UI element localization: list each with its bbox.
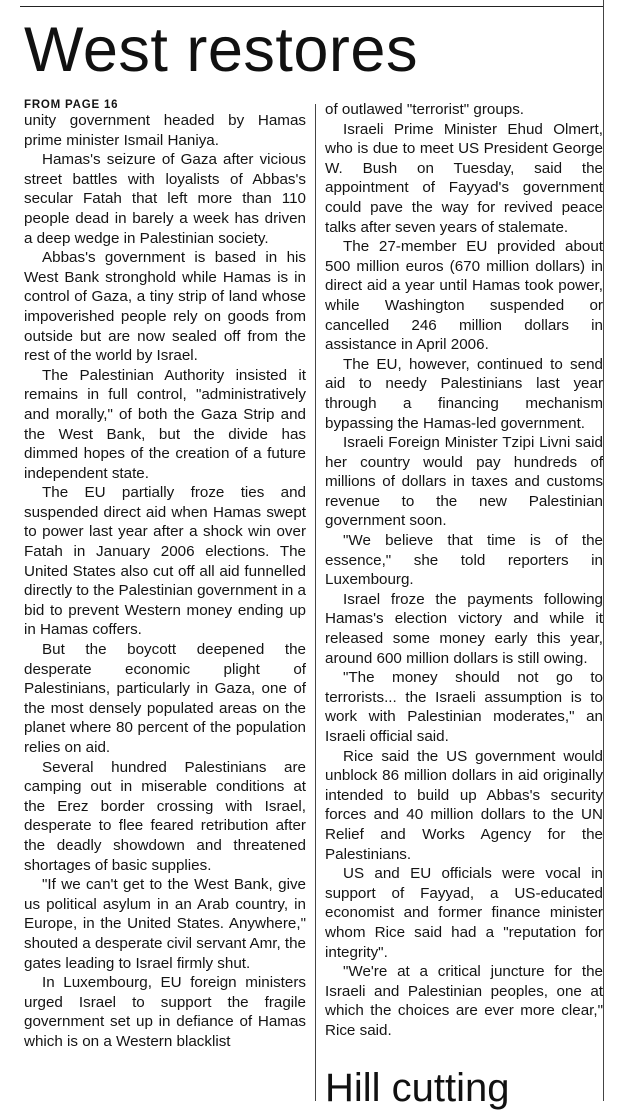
column-rule	[315, 104, 316, 1101]
right-column	[325, 100, 603, 1041]
paragraph: But the boycott deepened the desperate economic plight of Palestinians, particularly in Gaza, one of the most densely populated areas on the planet where 80 percent of the population relies on aid.	[24, 641, 306, 756]
headline: West restores	[24, 15, 418, 85]
next-article-headline: Hill cutting	[325, 1066, 510, 1110]
left-column	[24, 100, 306, 1052]
paragraph: The 27-member EU provided about 500 million euros (670 million dollars) in direct aid a year until Hamas took power, while Washington suspended or cancelled 246 million dollars in assistance in April 2006.	[325, 238, 603, 354]
jump-label: FROM PAGE 16	[24, 99, 119, 111]
paragraph: "We're at a critical juncture for the Israeli and Palestinian peoples, one at which the choices are ever more clear," Rice said.	[325, 963, 603, 1039]
paragraph: of outlawed "terrorist" groups.	[325, 101, 525, 118]
paragraph: The EU partially froze ties and suspended direct aid when Hamas swept to power last year after a shock win over Fatah in January 2006 elections. The United States also cut off all aid funnelled directly to the Palestinian government in a bid to prevent Western money ending up in Hamas coffers.	[24, 484, 306, 639]
paragraph: Rice said the US government would unblock 86 million dollars in aid originally intended to build up Abbas's security forces and 40 million dollars to the UN Relief and Works Agency for the Palestinians.	[325, 747, 603, 863]
paragraph: Israeli Foreign Minister Tzipi Livni said her country would pay hundreds of millions of dollars in taxes and customs revenue to the new Palestinian government soon.	[325, 434, 603, 530]
paragraph: US and EU officials were vocal in support of Fayyad, a US-educated economist and former finance minister whom Rice said had a "reputation for integrity".	[325, 865, 603, 961]
paragraph: Several hundred Palestinians are camping out in miserable conditions at the Erez border crossing with Israel, desperate to flee feared retribution after the deadly showdown and threatened shortages of basic supplies.	[24, 758, 306, 874]
paragraph: unity government headed by Hamas prime minister Ismail Haniya.	[24, 112, 306, 149]
paragraph: "The money should not go to terrorists... the Israeli assumption is to work with Palestinian moderates," an Israeli official said.	[325, 669, 603, 745]
paragraph: Israeli Prime Minister Ehud Olmert, who is due to meet US President George W. Bush on Tuesday, said the appointment of Fayyad's government could pave the way for revived peace talks after seven years of stalemate.	[325, 120, 603, 236]
paragraph: "If we can't get to the West Bank, give us political asylum in an Arab country, in Europe, in the United States. Anywhere," shouted a desperate civil servant Amr, the gates leading to Israel firmly shut.	[24, 876, 306, 972]
paragraph: "We believe that time is of the essence," she told reporters in Luxembourg.	[325, 532, 603, 589]
paragraph: In Luxembourg, EU foreign ministers urged Israel to support the fragile government set up in defiance of Hamas which is on a Western blacklist	[24, 974, 306, 1050]
paragraph: Israel froze the payments following Hamas's election victory and while it released some money early this year, around 600 million dollars is still owing.	[325, 590, 603, 667]
page-edge-rule	[603, 0, 604, 1101]
paragraph: The EU, however, continued to send aid to needy Palestinians last year through a financing mechanism bypassing the Hamas-led government.	[325, 355, 603, 432]
paragraph: Hamas's seizure of Gaza after vicious street battles with loyalists of Abbas's secular Fatah that left more than 110 people dead in barely a week has driven a deep wedge in Palestinian society.	[24, 151, 306, 247]
paragraph: The Palestinian Authority insisted it remains in full control, "administratively and morally," of both the Gaza Strip and the West Bank, but the divide has dimmed hopes of the creation of a future independent state.	[24, 366, 306, 482]
top-rule	[20, 6, 603, 7]
paragraph: Abbas's government is based in his West Bank stronghold while Hamas is in control of Gaza, a tiny strip of land whose impoverished people rely on goods from outside but are now sealed off from the rest of the world by Israel.	[24, 249, 306, 365]
